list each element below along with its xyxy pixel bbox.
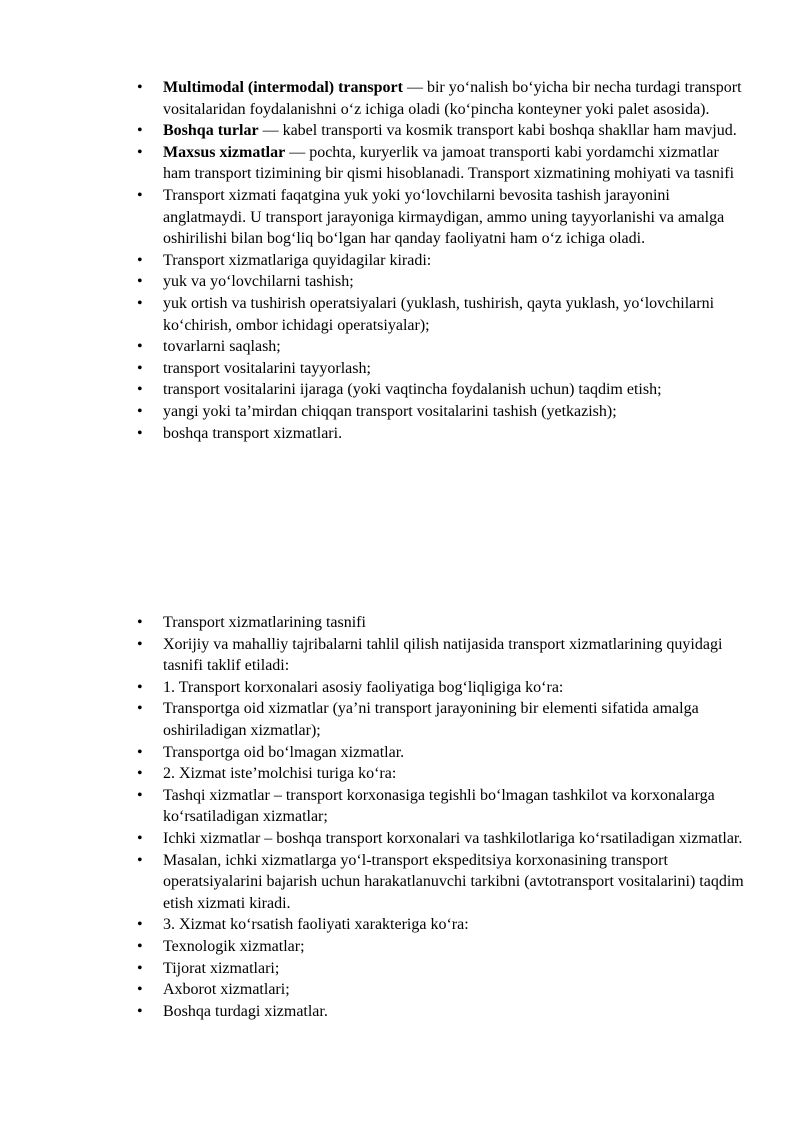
list-item	[137, 271, 747, 293]
item-text: Ichki xizmatlar – boshqa transport korxonalari va tashkilotlariga ko‘rsatiladigan xizmatlar.	[163, 829, 743, 847]
bullet-icon: •	[137, 79, 143, 96]
bullet-icon: •	[137, 186, 143, 204]
bullet-icon: •	[137, 916, 143, 934]
list-item	[137, 742, 747, 764]
bullet-icon: •	[137, 359, 143, 377]
list-item	[137, 698, 747, 741]
list-item	[137, 828, 747, 850]
item-text: Boshqa turdagi xizmatlar.	[163, 1002, 328, 1020]
item-text: Axborot xizmatlari;	[163, 981, 290, 999]
item-text: — pochta, kuryerlik va jamoat transporti kabi yordamchi xizmatlar ham transport tizimining bir qismi hisoblanadi. Transport xizmatining mohiyati va tasnifi	[163, 143, 735, 183]
list-item	[137, 120, 747, 142]
list-item	[137, 979, 747, 1001]
bullet-icon: •	[137, 402, 143, 420]
item-text: Tashqi xizmatlar – transport korxonasiga tegishli bo‘lmagan tashkilot va korxonalarga ko‘rsatiladigan xizmatlar;	[163, 786, 715, 826]
list-item	[137, 77, 747, 120]
bullet-icon: •	[137, 143, 143, 161]
list-item	[137, 379, 747, 401]
bullet-icon: •	[137, 424, 143, 442]
item-text: — bir yo‘nalish bo‘yicha bir necha turdagi transport vositalaridan foydalanishni o‘z ichiga oladi (ko‘pincha konteyner yoki palet asosida).	[163, 79, 742, 118]
item-text: 1. Transport korxonalari asosiy faoliyatiga bog‘liqligiga ko‘ra:	[163, 678, 564, 696]
list-item	[137, 958, 747, 980]
list-item	[137, 612, 747, 634]
bullet-icon: •	[137, 937, 143, 955]
bullet-icon: •	[137, 700, 143, 718]
bullet-icon: •	[137, 851, 143, 869]
item-text: yangi yoki ta’mirdan chiqqan transport vositalarini tashish (yetkazish);	[163, 402, 617, 420]
item-text: transport vositalarini ijaraga (yoki vaqtincha foydalanish uchun) taqdim etish;	[163, 381, 662, 399]
list-item	[137, 677, 747, 699]
item-text: Transportga oid bo‘lmagan xizmatlar.	[163, 743, 405, 761]
list-item	[137, 423, 747, 445]
item-text: Tijorat xizmatlari;	[163, 959, 280, 977]
item-text: yuk va yo‘lovchilarni tashish;	[163, 273, 354, 291]
list-item	[137, 634, 747, 677]
item-text: 3. Xizmat ko‘rsatish faoliyati xarakteriga ko‘ra:	[163, 916, 469, 934]
list-item	[137, 358, 747, 380]
bullet-icon: •	[137, 959, 143, 977]
list-item	[137, 936, 747, 958]
bullet-icon: •	[137, 786, 143, 804]
item-text: Masalan, ichki xizmatlarga yo‘l-transport ekspeditsiya korxonasining transport operatsiyalarini bajarish uchun harakatlanuvchi tarkibni (avtotransport vositalarini) taqdim etish xizmati kiradi.	[163, 851, 744, 912]
bullet-icon: •	[137, 614, 143, 631]
bullet-list-service-classification	[137, 612, 747, 1022]
list-item	[137, 250, 747, 272]
item-text: — kabel transporti va kosmik transport kabi boshqa shakllar ham mavjud.	[258, 122, 737, 140]
list-item	[137, 914, 747, 936]
item-text: Transport xizmatlariga quyidagilar kiradi:	[163, 251, 432, 269]
bullet-icon: •	[137, 743, 143, 761]
item-text: transport vositalarini tayyorlash;	[163, 359, 371, 377]
bullet-icon: •	[137, 765, 143, 783]
bullet-icon: •	[137, 678, 143, 696]
item-text: Transport xizmati faqatgina yuk yoki yo‘lovchilarni bevosita tashish jarayonini anglatmaydi. U transport jarayoniga kirmaydigan, ammo uning tayyorlanishi va amalga oshirilishi bilan bog‘liq bo‘lgan har qanday faoliyatni ham o‘z ichiga oladi.	[163, 186, 725, 248]
bullet-icon: •	[137, 635, 143, 653]
item-text: Xorijiy va mahalliy tajribalarni tahlil qilish natijasida transport xizmatlarining quyidagi tasnifi taklif etiladi:	[163, 635, 723, 675]
list-item	[137, 1001, 747, 1023]
item-text: tovarlarni saqlash;	[163, 338, 281, 356]
list-item	[137, 401, 747, 423]
bullet-icon: •	[137, 1002, 143, 1020]
item-text: 2. Xizmat iste’molchisi turiga ko‘ra:	[163, 765, 397, 783]
bullet-icon: •	[137, 981, 143, 999]
list-item	[137, 785, 747, 828]
bullet-icon: •	[137, 294, 143, 312]
item-text: Texnologik xizmatlar;	[163, 937, 305, 955]
list-item	[137, 763, 747, 785]
list-item	[137, 850, 747, 915]
bullet-icon: •	[137, 122, 143, 140]
item-text: Transportga oid xizmatlar (ya’ni transport jarayonining bir elementi sifatida amalga oshiriladigan xizmatlar);	[163, 700, 699, 739]
list-item	[137, 293, 747, 336]
list-item	[137, 336, 747, 358]
item-text: yuk ortish va tushirish operatsiyalari (yuklash, tushirish, qayta yuklash, yo‘lovchilarni ko‘chirish, ombor ichidagi operatsiyalar);	[163, 294, 715, 334]
bullet-icon: •	[137, 338, 143, 356]
item-term: Maxsus xizmatlar	[163, 143, 286, 161]
item-term: Boshqa turlar	[163, 122, 259, 140]
bullet-icon: •	[137, 273, 143, 291]
list-item	[137, 142, 747, 185]
bullet-icon: •	[137, 829, 143, 847]
item-text: boshqa transport xizmatlari.	[163, 424, 343, 442]
bullet-icon: •	[137, 251, 143, 269]
bullet-list-transport-types	[137, 77, 747, 444]
item-term: Multimodal (intermodal) transport	[163, 79, 403, 96]
bullet-icon: •	[137, 381, 143, 399]
list-item	[137, 185, 747, 250]
item-text: Transport xizmatlarining tasnifi	[163, 614, 366, 631]
